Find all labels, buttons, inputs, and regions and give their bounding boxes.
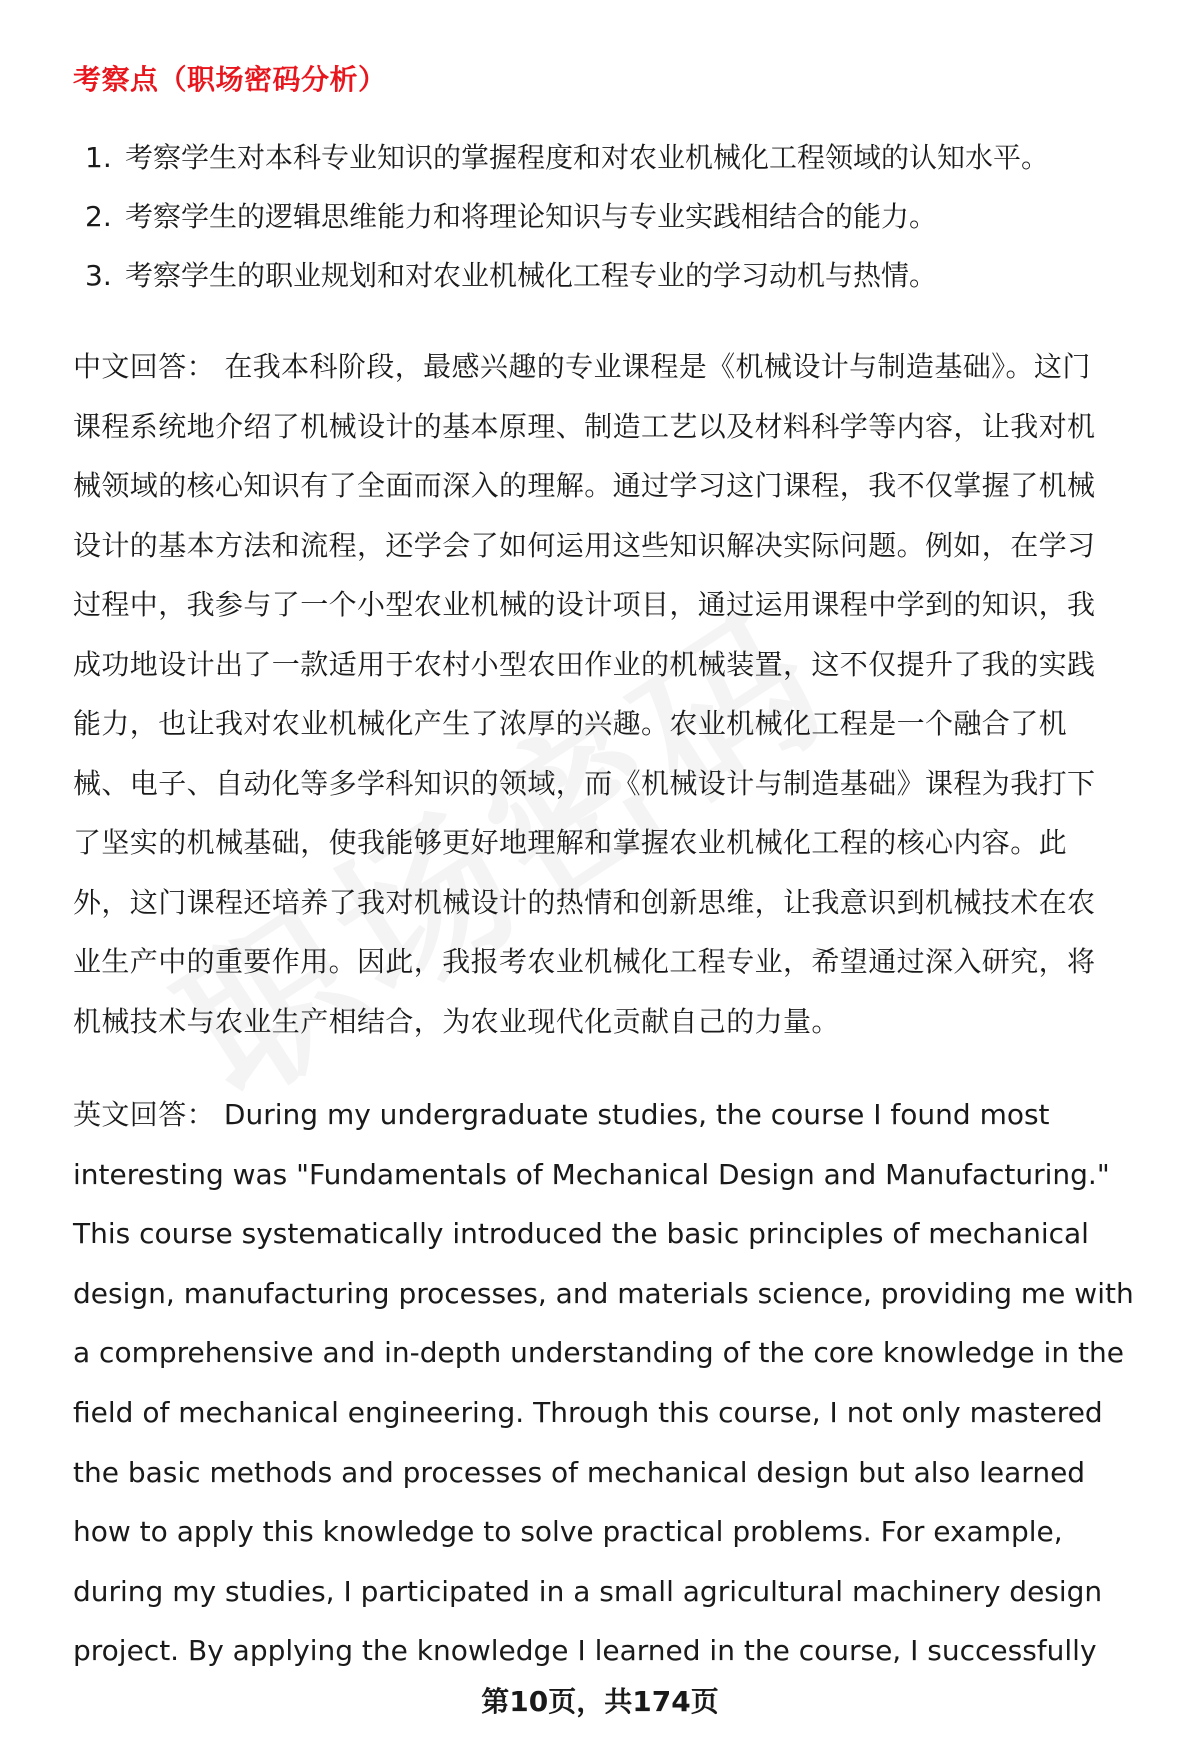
paragraph-line	[73, 337, 1153, 397]
english-answer-paragraph	[73, 1085, 1153, 1681]
list-item	[73, 187, 1133, 246]
section-title: 考察点（职场密码分析）	[73, 63, 387, 96]
list-item-number: 1.	[85, 141, 112, 174]
paragraph-line: how to apply this knowledge to solve practical problems. For example,	[73, 1515, 1063, 1549]
english-answer-label: 英文回答：	[73, 1098, 216, 1131]
paragraph-line: This course systematically introduced the basic principles of mechanical	[73, 1217, 1089, 1251]
list-item-text: 考察学生对本科专业知识的掌握程度和对农业机械化工程领域的认知水平。	[125, 141, 1050, 174]
paragraph-line: during my studies, I participated in a small agricultural machinery design	[73, 1574, 1103, 1608]
paragraph-line: 械、电子、自动化等多学科知识的领域，而《机械设计与制造基础》课程为我打下	[73, 766, 1096, 800]
assessment-points-list	[73, 128, 1133, 305]
paragraph-line: 外，这门课程还培养了我对机械设计的热情和创新思维，让我意识到机械技术在农	[73, 885, 1096, 919]
paragraph-line: 机械技术与农业生产相结合，为农业现代化贡献自己的力量。	[73, 1004, 840, 1038]
page-number-footer: 第10页，共174页	[481, 1685, 719, 1718]
paragraph-line: 成功地设计出了一款适用于农村小型农田作业的机械装置，这不仅提升了我的实践	[73, 647, 1096, 681]
line-text: 在我本科阶段，最感兴趣的专业课程是《机械设计与制造基础》。这门	[224, 350, 1091, 383]
paragraph-line: 设计的基本方法和流程，还学会了如何运用这些知识解决实际问题。例如，在学习	[73, 528, 1096, 562]
paragraph-line: 业生产中的重要作用。因此，我报考农业机械化工程专业，希望通过深入研究，将	[73, 945, 1096, 978]
paragraph-line: 械领域的核心知识有了全面而深入的理解。通过学习这门课程，我不仅掌握了机械	[73, 469, 1096, 502]
paragraph-line: 能力，也让我对农业机械化产生了浓厚的兴趣。农业机械化工程是一个融合了机	[73, 707, 1068, 740]
paragraph-line: design, manufacturing processes, and materials science, providing me with	[73, 1276, 1134, 1310]
chinese-answer-paragraph	[73, 337, 1153, 1051]
list-item-number: 3.	[85, 259, 112, 292]
list-item-number: 2.	[85, 200, 112, 233]
paragraph-line: a comprehensive and in-depth understanding of the core knowledge in the	[73, 1336, 1124, 1370]
paragraph-line	[73, 1085, 1153, 1145]
list-item-text: 考察学生的职业规划和对农业机械化工程专业的学习动机与热情。	[125, 259, 938, 292]
paragraph-line: 课程系统地介绍了机械设计的基本原理、制造工艺以及材料科学等内容，让我对机	[73, 409, 1096, 443]
line-text: During my undergraduate studies, the course I found most	[223, 1098, 1050, 1131]
paragraph-line: interesting was "Fundamentals of Mechanical Design and Manufacturing."	[73, 1157, 1110, 1191]
list-item-text: 考察学生的逻辑思维能力和将理论知识与专业实践相结合的能力。	[125, 200, 938, 233]
paragraph-line: field of mechanical engineering. Through this course, I not only mastered	[73, 1395, 1103, 1429]
chinese-answer-label: 中文回答：	[73, 350, 216, 383]
paragraph-line: project. By applying the knowledge I learned in the course, I successfully	[73, 1634, 1097, 1668]
paragraph-line: 过程中，我参与了一个小型农业机械的设计项目，通过运用课程中学到的知识，我	[73, 588, 1096, 621]
paragraph-line: 了坚实的机械基础，使我能够更好地理解和掌握农业机械化工程的核心内容。此	[73, 826, 1068, 859]
list-item	[73, 246, 1133, 305]
list-item	[73, 128, 1133, 187]
paragraph-line: the basic methods and processes of mechanical design but also learned	[73, 1455, 1086, 1489]
